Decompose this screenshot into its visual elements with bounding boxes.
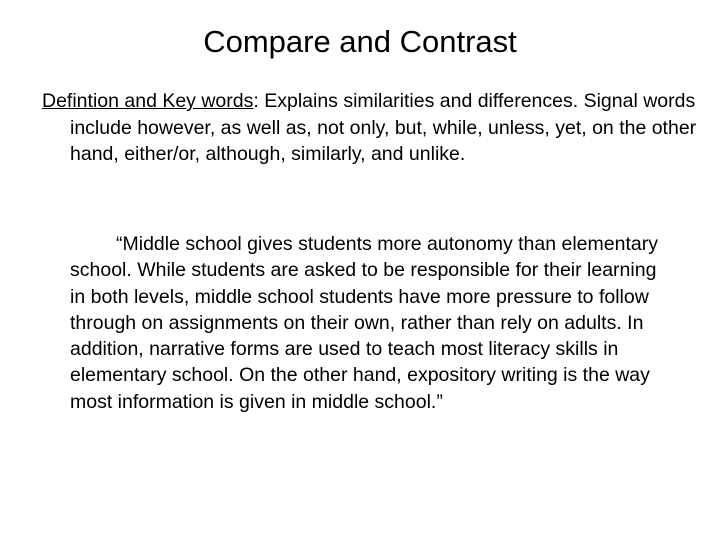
- definition-paragraph: [42, 88, 720, 168]
- definition-term: Defintion and Key words: [42, 90, 254, 112]
- definition-text: Explains similarities and differences. Signal words include however, as well as, not only, but, while, unless, yet, on the other hand, either/or, although, similarly, and unlike.: [70, 90, 697, 165]
- slide-title: Compare and Contrast: [203, 24, 517, 59]
- definition-separator: :: [253, 90, 259, 112]
- example-quote: “Middle school gives students more autonomy than elementary school. While students are asked to be responsible for their learning in both levels, middle school students have more pressure to follow through on assignments on their own, rather than rely on adults. In addition, narrative forms are used to teach most literacy skills in elementary school. On the other hand, expository writing is the way most information is given in middle school.”: [70, 233, 658, 413]
